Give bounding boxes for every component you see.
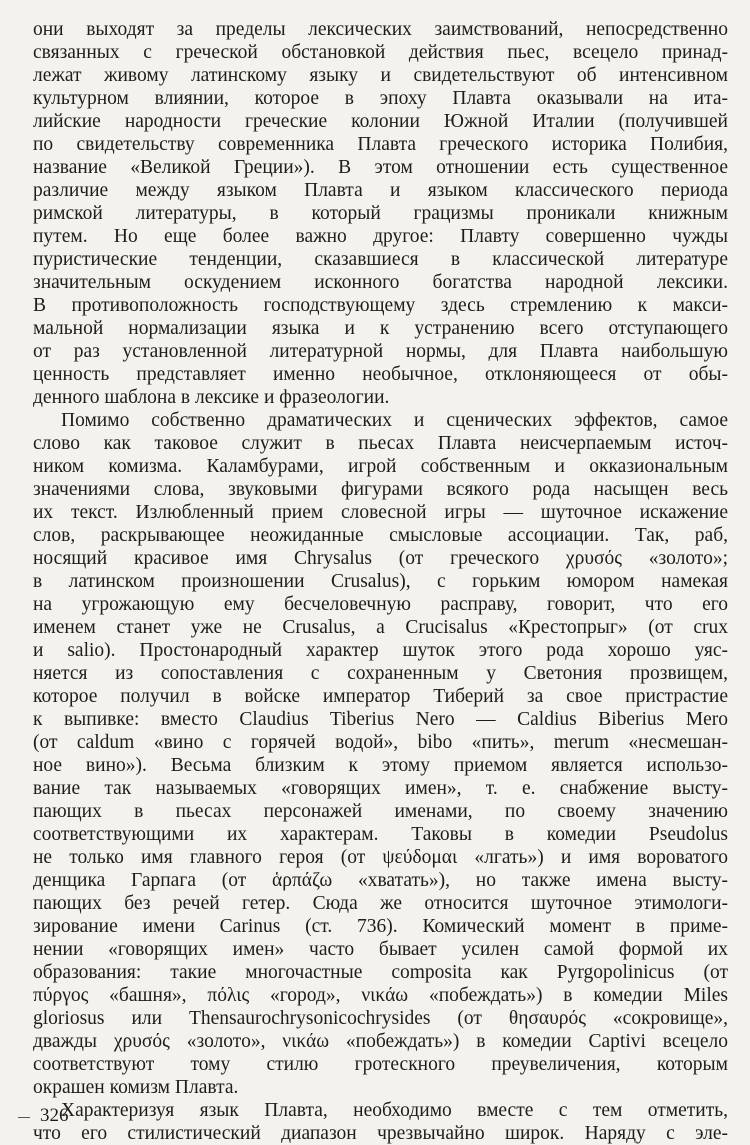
text-line: что его стилистический диапазон чрезвычайно широк. Наряду с эле- <box>33 1123 728 1144</box>
text-line: gloriosus или Thensaurochrysonicochrysides (от θησαυρός «сокровище», <box>33 1008 728 1029</box>
text-line: соответствуют тому стилю гротескного преувеличения, которым <box>33 1054 728 1075</box>
paragraph-3 <box>33 1099 728 1145</box>
text-line: к выпивке: вместо Claudius Tiberius Nero — Caldius Biberius Mero <box>33 709 728 730</box>
text-line: дважды χρυσός «золото», νικάω «побеждать») в комедии Captivi всецело <box>33 1031 728 1052</box>
text-line: окрашен комизм Плавта. <box>33 1077 239 1098</box>
text-line: от раз установленной литературной нормы, для Плавта наибольшую <box>33 341 728 362</box>
text-line: которое получил в войске император Тиберий за свое пристрастие <box>33 686 728 707</box>
text-line: слов, раскрывающее неожиданные смысловые ассоциации. Так, раб, <box>33 525 728 546</box>
text-line: не только имя главного героя (от ψεύδομαι «лгать») и имя вороватого <box>33 847 728 868</box>
text-line: пуристические тенденции, сказавшиеся в классической литературе <box>33 249 728 270</box>
text-line: по свидетельству современника Плавта греческого историка Полибия, <box>33 134 728 155</box>
text-line: ценность представляет именно необычное, отклоняющееся от обы- <box>33 364 728 385</box>
text-line: соответствующими их характерам. Таковы в комедии Pseudolus <box>33 824 728 845</box>
text-line: они выходят за пределы лексических заимствований, непосредственно <box>33 19 728 40</box>
text-line: (от caldum «вино с горячей водой», bibo «пить», merum «несмешан- <box>33 732 728 753</box>
text-line: лежат живому латинскому языку и свидетельствуют об интенсивном <box>33 65 728 86</box>
text-line: название «Великой Греции»). В этом отношении есть существенное <box>33 157 728 178</box>
text-line: мальной нормализации языка и к устранению всего отступающего <box>33 318 728 339</box>
text-line: связанных с греческой обстановкой действия пьес, всецело принад- <box>33 42 728 63</box>
text-line: различие между языком Плавта и языком классического периода <box>33 180 728 201</box>
text-line: пающих в пьесах персонажей именами, по своему значению <box>33 801 728 822</box>
text-line: слово как таковое служит в пьесах Плавта неисчерпаемым источ- <box>33 433 728 454</box>
text-line: В противоположность господствующему здесь стремлению к макси- <box>33 295 728 316</box>
text-line: путем. Но еще более важно другое: Плавту совершенно чужды <box>33 226 728 247</box>
text-line: носящий красивое имя Chrysalus (от греческого χρυσός «золото»; <box>33 548 728 569</box>
text-line: ником комизма. Каламбурами, игрой собственным и окказиональным <box>33 456 728 477</box>
text-line: на угрожающую ему бесчеловечную расправу, говорит, что его <box>33 594 728 615</box>
text-line: именем станет уже не Crusalus, а Crucisalus «Крестопрыг» (от crux <box>33 617 728 638</box>
text-line: значениями слова, звуковыми фигурами всякого рода насыщен весь <box>33 479 728 500</box>
text-line: денщика Гарпага (от ἁρπάζω «хватать»), но также имена высту- <box>33 870 728 891</box>
text-line: и salio). Простонародный характер шуток этого рода хорошо уяс- <box>33 640 728 661</box>
text-line: римской литературы, в который грацизмы проникали книжным <box>33 203 728 224</box>
text-line: ное вино»). Весьма близким к этому приемом является использо- <box>33 755 728 776</box>
text-line: пающих без речей гетер. Сюда же относится шуточное этимологи- <box>33 893 728 914</box>
text-line: значительным оскудением исконного богатства народной лексики. <box>33 272 728 293</box>
text-line: вание так называемых «говорящих имен», т. е. снабжение высту- <box>33 778 728 799</box>
text-line: лийские народности греческие колонии Южной Италии (получившей <box>33 111 728 132</box>
text-line: Характеризуя язык Плавта, необходимо вместе с тем отметить, <box>61 1100 728 1121</box>
text-line: образования: такие многочастные composita как Pyrgopolinicus (от <box>33 962 728 983</box>
text-line: в латинском произношении Crusalus), с горьким юмором намекая <box>33 571 728 592</box>
text-line: Помимо собственно драматических и сценических эффектов, самое <box>61 410 728 431</box>
text-line: денного шаблона в лексике и фразеологии. <box>33 387 390 408</box>
paragraph-1 <box>33 18 728 409</box>
page-number-dash <box>18 1117 30 1118</box>
text-line: зирование имени Carinus (ст. 736). Комический момент в приме- <box>33 916 728 937</box>
text-line: няется из сопоставления с сохраненным у Светония прозвищем, <box>33 663 728 684</box>
text-line: культурном влиянии, которое в эпоху Плавта оказывали на ита- <box>33 88 728 109</box>
page-number: 326 <box>40 1105 69 1126</box>
text-line: πύργος «башня», πόλις «город», νικάω «побеждать») в комедии Miles <box>33 985 728 1006</box>
text-line: нении «говорящих имен» часто бывает усилен самой формой их <box>33 939 728 960</box>
text-line: их текст. Излюбленный прием словесной игры — шуточное искажение <box>33 502 728 523</box>
text-body <box>33 18 728 1145</box>
paragraph-2 <box>33 409 728 1099</box>
